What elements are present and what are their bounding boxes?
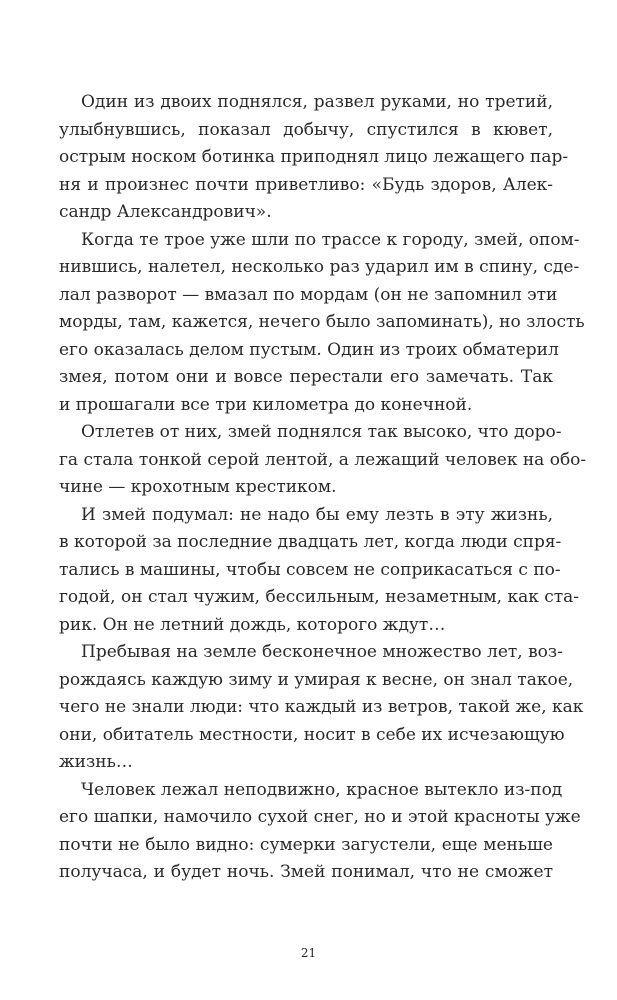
text-line: они, обитатель местности, носит в себе их исчезающую <box>59 724 565 745</box>
paragraph <box>59 89 569 227</box>
text-line: жизнь… <box>59 752 133 772</box>
body-text <box>59 89 587 887</box>
text-line: в которой за последние двадцать лет, когда люди спря- <box>59 532 562 552</box>
text-line: нившись, налетел, несколько раз ударил им в спину, сде- <box>59 257 580 277</box>
text-line: получаса, и будет ночь. Змей понимал, что не сможет <box>59 862 553 882</box>
text-line: рик. Он не летний дождь, которого ждут… <box>59 614 446 635</box>
text-line: морды, там, кажется, нечего было запоминать), но злость <box>59 312 585 332</box>
text-line: Пребывая на земле бесконечное множество лет, воз- <box>81 642 563 662</box>
text-line: ня и произнес почти приветливо: «Будь здоров, Алек- <box>59 174 553 195</box>
text-line: чине — крохотным крестиком. <box>59 477 337 497</box>
paragraph <box>59 502 580 640</box>
text-line: рождаясь каждую зиму и умирая к весне, он знал такое, <box>59 669 574 690</box>
text-line: га стала тонкой серой лентой, а лежащий человек на обо- <box>59 449 587 470</box>
paragraph <box>59 777 581 887</box>
text-line: годой, он стал чужим, бессильным, незаметным, как ста- <box>59 587 580 607</box>
text-line: тались в машины, чтобы совсем не соприкасаться с по- <box>59 559 561 580</box>
paragraph <box>59 227 585 420</box>
text-line: И змей подумал: не надо бы ему лезть в эту жизнь, <box>81 504 553 525</box>
text-line: острым носком ботинка приподнял лицо лежащего пар- <box>59 147 569 167</box>
text-line: змея, потом они и вовсе перестали его замечать. Так <box>59 367 553 387</box>
text-line: Когда те трое уже шли по трассе к городу, змей, опом- <box>81 229 580 250</box>
text-line: Отлетев от них, змей поднялся так высоко, что доро- <box>81 422 562 442</box>
text-line: сандр Александрович». <box>59 202 272 222</box>
paragraph <box>59 419 587 502</box>
paragraph <box>59 639 584 777</box>
text-line: и прошагали все три километра до конечной. <box>59 394 473 415</box>
text-line: Один из двоих поднялся, развел руками, но третий, <box>81 92 553 112</box>
text-line: чего не знали люди: что каждый из ветров, такой же, как <box>59 697 584 717</box>
text-line: лал разворот — вмазал по мордам (он не запомнил эти <box>59 284 558 305</box>
page-number: 21 <box>300 946 317 960</box>
text-line: Человек лежал неподвижно, красное вытекло из-под <box>81 779 563 800</box>
text-line: улыбнувшись, показал добычу, спустился в кювет, <box>59 119 553 140</box>
text-line: его шапки, намочило сухой снег, но и этой красноты уже <box>59 807 581 827</box>
text-line: почти не было видно: сумерки загустели, еще меньше <box>59 834 553 855</box>
text-line: его оказалась делом пустым. Один из троих обматерил <box>59 339 559 360</box>
